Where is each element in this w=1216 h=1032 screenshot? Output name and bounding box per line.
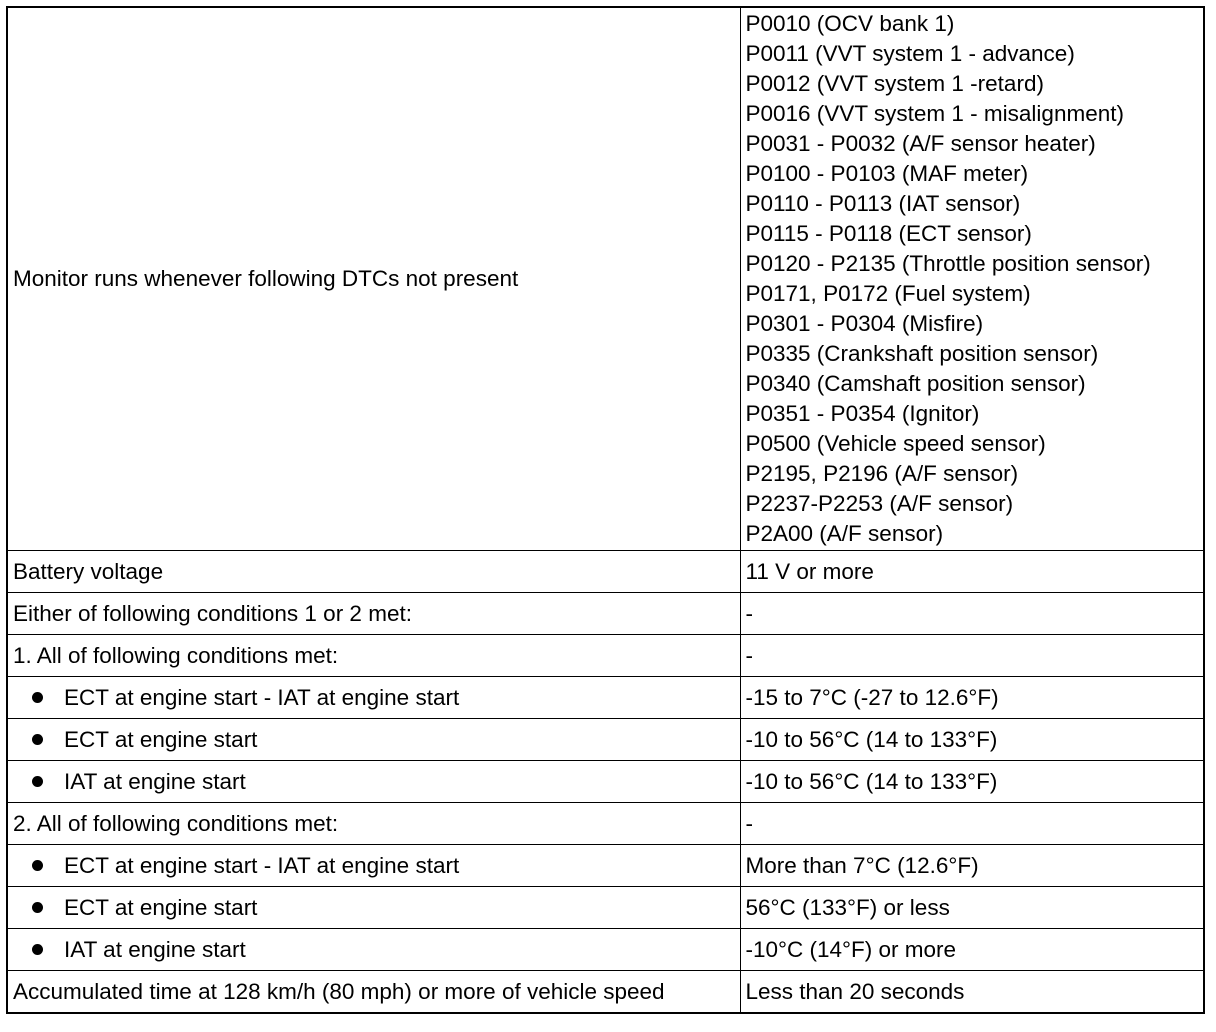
condition-text: ECT at engine start - IAT at engine start [64,853,460,878]
dtc-item: P0110 - P0113 (IAT sensor) [745,191,1021,216]
dtc-item: P2195, P2196 (A/F sensor) [745,461,1019,486]
dtc-item: P0100 - P0103 (MAF meter) [745,161,1029,186]
table-row [7,845,1204,887]
table-row [7,887,1204,929]
condition-cell [7,761,740,803]
dtc-item: P0335 (Crankshaft position sensor) [745,341,1099,366]
bullet-icon [32,860,43,871]
table-row [7,7,1204,551]
value-cell: More than 7°C (12.6°F) [740,845,1204,887]
value-cell: -15 to 7°C (-27 to 12.6°F) [740,677,1204,719]
condition-cell [7,845,740,887]
conditions-table [6,6,1205,1014]
value-cell: -10°C (14°F) or more [740,929,1204,971]
dtc-item: P0500 (Vehicle speed sensor) [745,431,1046,456]
condition-text: ECT at engine start [64,727,258,752]
dtc-item: P2237-P2253 (A/F sensor) [745,491,1014,516]
value-cell: - [740,593,1204,635]
table-row [7,551,1204,593]
table-row [7,677,1204,719]
table-row [7,761,1204,803]
condition-text: IAT at engine start [64,769,246,794]
dtc-item: P0010 (OCV bank 1) [745,11,955,36]
condition-cell [7,887,740,929]
dtc-list-cell [740,7,1204,551]
dtc-item: P0012 (VVT system 1 -retard) [745,71,1044,96]
value-cell: -10 to 56°C (14 to 133°F) [740,719,1204,761]
bullet-icon [32,692,43,703]
dtc-item: P0016 (VVT system 1 - misalignment) [745,101,1124,126]
condition-cell: 2. All of following conditions met: [7,803,740,845]
dtc-item: P2A00 (A/F sensor) [745,521,944,546]
value-cell: 11 V or more [740,551,1204,593]
table-row [7,719,1204,761]
value-cell: - [740,803,1204,845]
condition-cell [7,929,740,971]
condition-cell [7,677,740,719]
condition-cell: 1. All of following conditions met: [7,635,740,677]
dtc-item: P0171, P0172 (Fuel system) [745,281,1031,306]
bullet-icon [32,776,43,787]
bullet-icon [32,902,43,913]
condition-cell [7,719,740,761]
dtc-item: P0011 (VVT system 1 - advance) [745,41,1075,66]
dtc-item: P0031 - P0032 (A/F sensor heater) [745,131,1096,156]
condition-cell: Accumulated time at 128 km/h (80 mph) or more of vehicle speed [7,971,740,1014]
value-cell: - [740,635,1204,677]
condition-cell: Either of following conditions 1 or 2 met: [7,593,740,635]
condition-text: ECT at engine start [64,895,258,920]
table-row [7,803,1204,845]
condition-text: IAT at engine start [64,937,246,962]
bullet-icon [32,734,43,745]
table-row [7,971,1204,1014]
table-row [7,929,1204,971]
condition-cell: Monitor runs whenever following DTCs not present [7,7,740,551]
value-cell: Less than 20 seconds [740,971,1204,1014]
table-row [7,593,1204,635]
dtc-item: P0115 - P0118 (ECT sensor) [745,221,1032,246]
dtc-item: P0351 - P0354 (Ignitor) [745,401,980,426]
dtc-item: P0301 - P0304 (Misfire) [745,311,984,336]
value-cell: 56°C (133°F) or less [740,887,1204,929]
dtc-item: P0340 (Camshaft position sensor) [745,371,1086,396]
conditions-table-container [6,6,1205,1014]
dtc-item: P0120 - P2135 (Throttle position sensor) [745,251,1151,276]
bullet-icon [32,944,43,955]
condition-cell: Battery voltage [7,551,740,593]
condition-text: ECT at engine start - IAT at engine start [64,685,460,710]
value-cell: -10 to 56°C (14 to 133°F) [740,761,1204,803]
table-row [7,635,1204,677]
